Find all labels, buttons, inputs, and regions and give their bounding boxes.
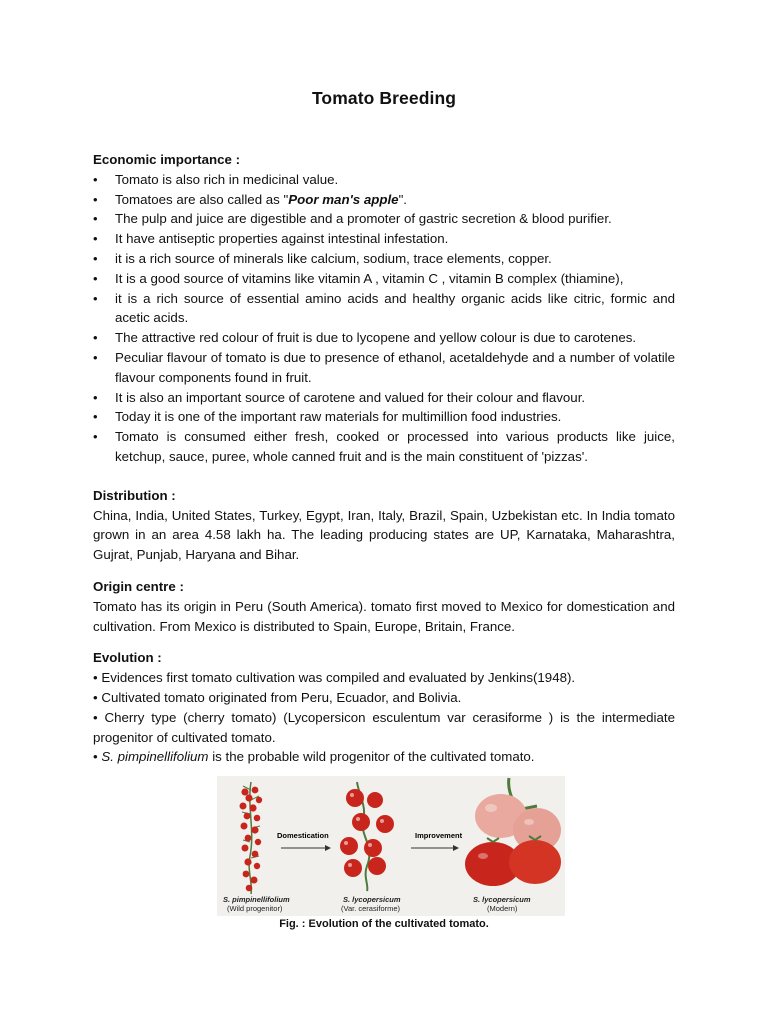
stage3-sub: (Modern) — [487, 904, 518, 913]
figure-caption: Fig. : Evolution of the cultivated tomato. — [279, 918, 489, 930]
list-item: • The attractive red colour of fruit is due to lycopene and yellow colour is due to carotenes. — [93, 328, 675, 348]
list-item: • it is a rich source of minerals like calcium, sodium, trace elements, copper. — [93, 249, 675, 269]
cherry-tomato-cluster — [340, 782, 394, 891]
list-item: • It have antiseptic properties against intestinal infestation. — [93, 229, 675, 249]
origin-text: Tomato has its origin in Peru (South America). tomato first moved to Mexico for domestication and cultivation. From Mexico is distributed to Spain, Europe, Britain, France. — [93, 598, 675, 634]
domestication-label: Domestication — [277, 831, 329, 840]
tomato-evolution-illustration — [217, 776, 565, 916]
improvement-label: Improvement — [415, 831, 463, 840]
list-item: • it is a rich source of essential amino acids and healthy organic acids like citric, formic and acetic acids. — [93, 289, 675, 329]
list-item: • Peculiar flavour of tomato is due to presence of ethanol, acetaldehyde and a number of volatile flavour components found in fruit. — [93, 348, 675, 388]
evolution-line — [93, 747, 675, 767]
modern-tomato-cluster — [465, 778, 561, 886]
list-item: • Today it is one of the important raw materials for multimillion food industries. — [93, 407, 675, 427]
stage2-name: S. lycopersicum — [343, 895, 401, 904]
list-item: • It is also an important source of carotene and valued for their colour and flavour. — [93, 388, 675, 408]
evolution-line: • Cultivated tomato originated from Peru, Ecuador, and Bolivia. — [93, 689, 462, 705]
tomato-evolution-figure — [217, 776, 565, 916]
evolution-line: • Evidences first tomato cultivation was compiled and evaluated by Jenkins(1948). — [93, 670, 576, 686]
economic-list — [93, 170, 675, 467]
list-item: • The pulp and juice are digestible and a promoter of gastric secretion & blood purifier. — [93, 209, 675, 229]
list-item — [93, 190, 675, 210]
apple-suffix: ". — [398, 191, 407, 207]
species-name: S. pimpinellifolium — [101, 749, 209, 765]
document-body — [93, 150, 675, 767]
stage1-name: S. pimpinellifolium — [223, 895, 290, 904]
stage2-sub: (Var. cerasiforme) — [341, 904, 401, 913]
evolution-last-bold: is the probable — [208, 749, 300, 765]
wild-tomato-cluster — [240, 782, 263, 894]
page-title: Tomato Breeding — [311, 88, 457, 108]
evolution-heading: Evolution : — [93, 650, 162, 666]
list-item: • Tomato is also rich in medicinal value. — [93, 170, 675, 190]
bullet-glyph: • — [93, 749, 102, 765]
economic-heading: Economic importance : — [93, 152, 241, 167]
distribution-heading: Distribution : — [93, 487, 176, 503]
evolution-last-rest: wild progenitor of the cultivated tomato. — [299, 749, 535, 765]
evolution-line: • Cherry type (cherry tomato) (Lycopersicon esculentum var cerasiforme ) is the intermediate progenitor of cultivated tomato. — [93, 709, 675, 745]
list-item: • It is a good source of vitamins like vitamin A , vitamin C , vitamin B complex (thiamine), — [93, 269, 675, 289]
stage3-name: S. lycopersicum — [473, 895, 531, 904]
apple-prefix: Tomatoes are also called as " — [115, 191, 289, 207]
distribution-text: China, India, United States, Turkey, Egypt, Iran, Italy, Brazil, Spain, Uzbekistan etc. In India tomato grown in an area 4.58 lakh ha. The leading producing states are UP, Karnataka, Maharashtra, Gujrat, Punjab, Haryana and Bihar. — [93, 507, 675, 563]
list-item: • Tomato is consumed either fresh, cooked or processed into various products like juice, ketchup, sauce, puree, whole canned fruit and is the main constituent of 'pizzas'. — [93, 427, 675, 467]
domestication-arrow — [277, 831, 331, 851]
poor-mans-apple-emphasis: Poor man's apple — [288, 191, 399, 207]
improvement-arrow — [411, 831, 463, 851]
origin-heading: Origin centre : — [93, 578, 184, 594]
stage1-sub: (Wild progenitor) — [227, 904, 283, 913]
